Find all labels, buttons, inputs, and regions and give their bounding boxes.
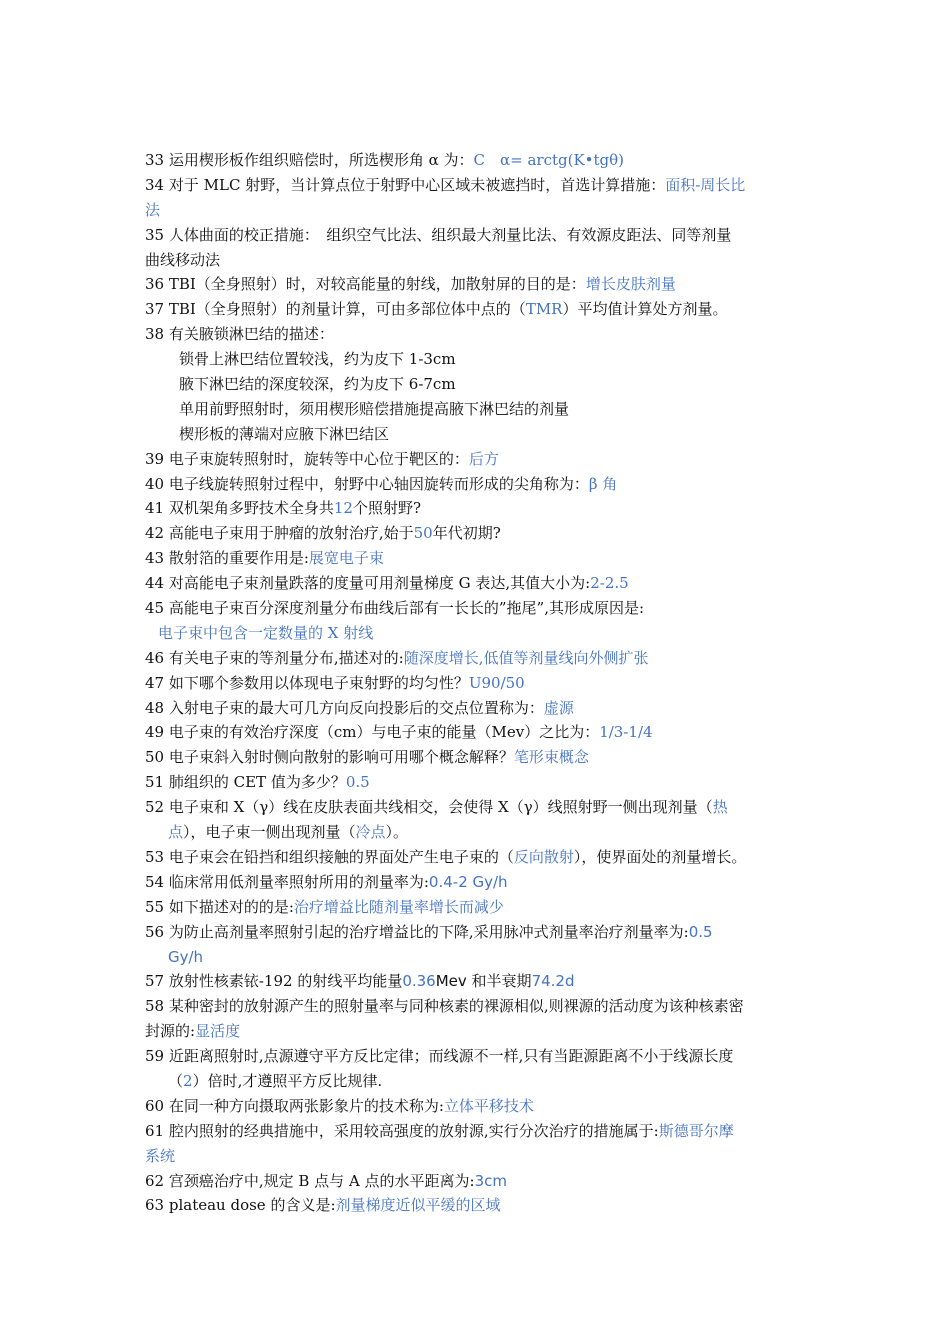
question-text: 60 在同一种方向摄取两张影象片的技术称为: xyxy=(145,1096,444,1115)
question-text: 63 plateau dose 的含义是: xyxy=(145,1196,336,1215)
answer-text: 反向散射 xyxy=(513,847,574,866)
item-56 xyxy=(145,920,813,945)
item-50 xyxy=(145,745,813,770)
item-59 xyxy=(145,1044,813,1069)
item-58-cont xyxy=(145,1019,813,1044)
question-text: 44 对高能电子束剂量跌落的度量可用剂量梯度 G 表达,其值大小为: xyxy=(145,574,591,593)
item-56-cont xyxy=(145,945,813,970)
question-text-rest: ）倍时,才遵照平方反比规律. xyxy=(192,1071,383,1090)
question-text: 61 腔内照射的经典措施中，采用较高强度的放射源,实行分次治疗的措施属于: xyxy=(145,1121,659,1140)
answer-text: 0.5 xyxy=(345,773,370,792)
answer-text: 展宽电子束 xyxy=(308,549,384,568)
question-text: 42 高能电子束用于肿瘤的放射治疗,始于 xyxy=(145,524,414,543)
item-33 xyxy=(145,148,813,173)
answer-text: 0.36 xyxy=(402,972,436,991)
option-text: 单用前野照射时，须用楔形赔偿措施提高腋下淋巴结的剂量 xyxy=(179,399,570,418)
question-text: 46 有关电子束的等剂量分布,描述对的: xyxy=(145,648,404,667)
question-text-rest: ）平均值计算处方剂量。 xyxy=(562,300,728,319)
item-53 xyxy=(145,845,813,870)
item-43 xyxy=(145,546,813,571)
answer-text: 2 xyxy=(183,1071,193,1090)
question-text: 53 电子束会在铅挡和组织接触的界面处产生电子束的（ xyxy=(145,847,514,866)
answer-text: U90/50 xyxy=(468,673,525,692)
question-text: （ xyxy=(168,1071,184,1090)
question-text-rest: 年代初期? xyxy=(432,524,501,543)
answer-text: 面积-周长比 xyxy=(665,175,746,194)
question-text: 35 人体曲面的校正措施： 组织空气比法、组织最大剂量比法、有效源皮距法、同等剂量 xyxy=(145,225,732,244)
answer-text: 0.4-2 Gy/h xyxy=(428,872,508,891)
answer-text: 法 xyxy=(145,200,161,219)
answer-text: 3cm xyxy=(474,1171,508,1190)
item-44 xyxy=(145,571,813,596)
item-38 xyxy=(145,322,813,347)
question-text: 41 双机架角多野技术全身共 xyxy=(145,499,334,518)
answer-text: 笔形束概念 xyxy=(513,748,589,767)
item-52 xyxy=(145,795,813,820)
answer-text: 电子束中包含一定数量的 X 射线 xyxy=(158,623,374,642)
answer-text: β 角 xyxy=(588,474,618,493)
item-60 xyxy=(145,1094,813,1119)
question-text: 62 宫颈癌治疗中,规定 B 点与 A 点的水平距离为: xyxy=(145,1171,475,1190)
question-text: 54 临床常用低剂量率照射所用的剂量率为: xyxy=(145,872,429,891)
item-57 xyxy=(145,969,813,994)
item-49 xyxy=(145,720,813,745)
question-text: 48 入射电子束的最大可几方向反向投影后的交点位置称为： xyxy=(145,698,544,717)
answer-text: 1/3-1/4 xyxy=(599,723,653,742)
question-text: 47 如下哪个参数用以体现电子束射野的均匀性？ xyxy=(145,673,469,692)
item-39 xyxy=(145,447,813,472)
question-text: 封源的: xyxy=(145,1022,196,1041)
question-text: 33 运用楔形板作组织赔偿时，所选楔形角 α 为： xyxy=(145,151,474,169)
item-42 xyxy=(145,521,813,546)
item-38-option xyxy=(145,372,813,397)
question-text: 45 高能电子束百分深度剂量分布曲线后部有一长长的”拖尾”,其形成原因是: xyxy=(145,599,645,618)
question-text: 36 TBI（全身照射）时，对较高能量的射线，加散射屏的目的是： xyxy=(145,275,586,294)
question-text: 40 电子线旋转照射过程中，射野中心轴因旋转而形成的尖角称为： xyxy=(145,474,589,493)
answer-text-2: 冷点 xyxy=(355,823,386,842)
answer-text: 热 xyxy=(712,798,728,817)
question-text-rest: 个照射野? xyxy=(352,499,421,518)
item-36 xyxy=(145,272,813,297)
answer-text: Gy/h xyxy=(168,947,204,966)
item-46 xyxy=(145,646,813,671)
answer-text: 12 xyxy=(333,499,353,518)
question-text: 34 对于 MLC 射野，当计算点位于射野中心区域未被遮挡时，首选计算措施： xyxy=(145,175,666,194)
question-text-rest: ），使界面处的剂量增长。 xyxy=(573,847,747,866)
item-55 xyxy=(145,895,813,920)
answer-text: 随深度增长,低值等剂量线向外侧扩张 xyxy=(403,648,649,667)
item-61-cont xyxy=(145,1144,813,1169)
answer-text: 显活度 xyxy=(195,1022,241,1041)
item-62 xyxy=(145,1169,813,1194)
answer-text: 斯德哥尔摩 xyxy=(658,1121,734,1140)
answer-text: 后方 xyxy=(468,449,499,468)
question-list xyxy=(145,148,813,1218)
item-40 xyxy=(145,472,813,497)
answer-text: TMR xyxy=(525,300,563,319)
question-text: 56 为防止高剂量率照射引起的治疗增益比的下降,采用脉冲式剂量率治疗剂量率为: xyxy=(145,922,689,941)
option-text: 楔形板的薄端对应腋下淋巴结区 xyxy=(179,424,390,443)
item-47 xyxy=(145,671,813,696)
answer-text: 虚源 xyxy=(543,698,574,717)
item-34 xyxy=(145,173,813,198)
item-48 xyxy=(145,696,813,721)
item-52-cont xyxy=(145,820,813,845)
question-text-end: ）。 xyxy=(385,823,409,842)
question-text: 39 电子束旋转照射时，旋转等中心位于靶区的： xyxy=(145,449,469,468)
question-text: 50 电子束斜入射时侧向散射的影响可用哪个概念解释？ xyxy=(145,748,514,767)
item-61 xyxy=(145,1119,813,1144)
item-51 xyxy=(145,770,813,795)
item-37 xyxy=(145,297,813,322)
item-63 xyxy=(145,1193,813,1218)
item-41 xyxy=(145,496,813,521)
question-text: 52 电子束和 X（γ）线在皮肤表面共线相交，会使得 X（γ）线照射野一侧出现剂量（ xyxy=(145,798,713,817)
item-45-answer xyxy=(145,621,813,646)
answer-text-2: 74.2d xyxy=(531,972,575,991)
option-text: 腋下淋巴结的深度较深，约为皮下 6-7cm xyxy=(179,375,456,394)
question-text-rest: ），电子束一侧出现剂量（ xyxy=(183,823,356,842)
answer-text: 点 xyxy=(168,823,184,842)
question-text: 38 有关腋锁淋巴结的描述： xyxy=(145,325,334,344)
question-text: 57 放射性核素铱-192 的射线平均能量 xyxy=(145,972,403,991)
answer-text: 治疗增益比随剂量率增长而减少 xyxy=(293,897,504,916)
answer-text: 50 xyxy=(413,524,433,543)
item-38-option xyxy=(145,397,813,422)
question-text: 曲线移动法 xyxy=(145,250,221,269)
item-38-option xyxy=(145,422,813,447)
answer-text: 0.5 xyxy=(688,922,713,941)
question-text: 55 如下描述对的的是: xyxy=(145,897,294,916)
item-35-cont xyxy=(145,248,813,273)
answer-text: 剂量梯度近似平缓的区域 xyxy=(335,1196,501,1215)
answer-text: 增长皮肤剂量 xyxy=(585,275,676,294)
question-text: 58 某种密封的放射源产生的照射量率与同种核素的裸源相似,则裸源的活动度为该种核素密 xyxy=(145,997,744,1016)
item-38-option xyxy=(145,347,813,372)
option-text: 锁骨上淋巴结位置较浅，约为皮下 1-3cm xyxy=(179,350,456,369)
item-35 xyxy=(145,223,813,248)
question-text-rest: Mev 和半衰期 xyxy=(435,972,532,991)
answer-text: C α= arctg(K•tgθ) xyxy=(473,151,625,169)
item-59-cont xyxy=(145,1069,813,1094)
answer-text: 系统 xyxy=(145,1146,176,1165)
answer-text: 2-2.5 xyxy=(590,574,629,593)
question-text: 37 TBI（全身照射）的剂量计算，可由多部位体中点的（ xyxy=(145,300,526,319)
answer-text: 立体平移技术 xyxy=(443,1096,534,1115)
item-45 xyxy=(145,596,813,621)
item-58 xyxy=(145,994,813,1019)
question-text: 59 近距离照射时,点源遵守平方反比定律；而线源不一样,只有当距源距离不小于线源长度 xyxy=(145,1047,734,1066)
question-text: 49 电子束的有效治疗深度（cm）与电子束的能量（Mev）之比为： xyxy=(145,723,600,742)
question-text: 51 肺组织的 CET 值为多少？ xyxy=(145,773,346,792)
item-54 xyxy=(145,870,813,895)
question-text: 43 散射箔的重要作用是: xyxy=(145,549,309,568)
item-34-cont xyxy=(145,198,813,223)
